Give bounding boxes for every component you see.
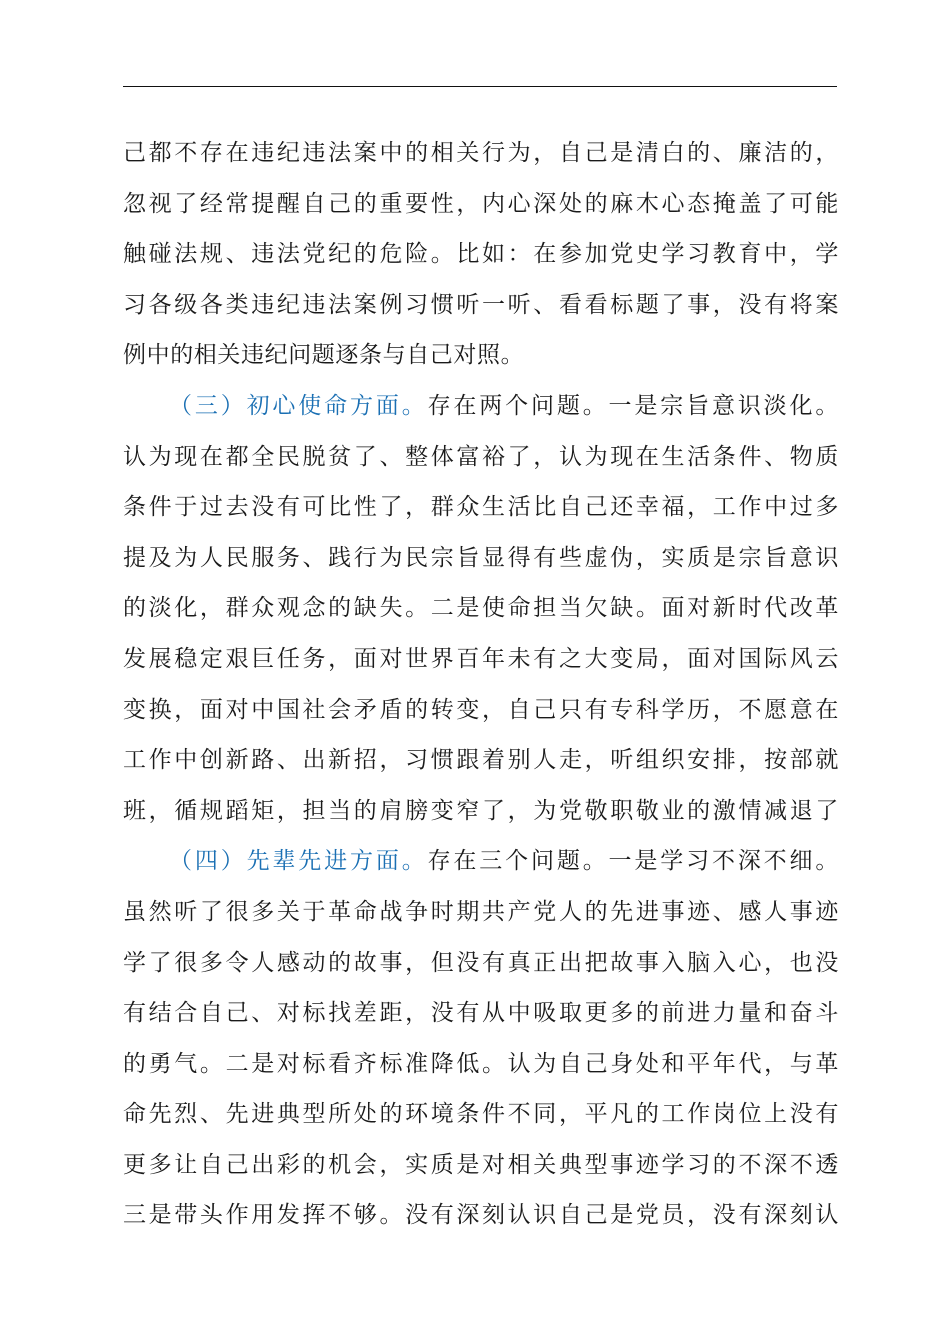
text-line: 触碰法规、违法党纪的危险。比如：在参加党史学习教育中，学 — [123, 241, 839, 268]
text-line: 班，循规蹈矩，担当的肩膀变窄了，为党敬职敬业的激情减退了 — [123, 797, 839, 824]
text-line: 命先烈、先进典型所处的环境条件不同，平凡的工作岗位上没有 — [123, 1101, 839, 1128]
text-line: 例中的相关违纪问题逐条与自己对照。 — [123, 342, 525, 369]
section-3-heading: （三）初心使命方面。 — [169, 392, 428, 419]
section-4-first-line-text: 存在三个问题。一是学习不深不细。 — [427, 848, 839, 875]
text-line: 学了很多令人感动的故事，但没有真正出把故事入脑入心，也没 — [123, 949, 839, 976]
text-line: 习各级各类违纪违法案例习惯听一听、看看标题了事，没有将案 — [123, 291, 839, 318]
text-line: 的勇气。二是对标看齐标准降低。认为自己身处和平年代，与革 — [123, 1050, 839, 1077]
section-3-first-line-text: 存在两个问题。一是宗旨意识淡化。 — [427, 392, 839, 419]
text-line: 虽然听了很多关于革命战争时期共产党人的先进事迹、感人事迹 — [123, 898, 839, 925]
section-4-heading: （四）先辈先进方面。 — [169, 848, 428, 875]
text-line: 的淡化，群众观念的缺失。二是使命担当欠缺。面对新时代改革 — [123, 595, 839, 622]
body-text — [123, 128, 839, 1241]
text-line: 三是带头作用发挥不够。没有深刻认识自己是党员，没有深刻认 — [123, 1202, 839, 1229]
text-line: 更多让自己出彩的机会，实质是对相关典型事迹学习的不深不透 — [123, 1151, 839, 1178]
header-rule — [123, 86, 837, 87]
text-line: 忽视了经常提醒自己的重要性，内心深处的麻木心态掩盖了可能 — [123, 190, 839, 217]
section-4-first-line — [123, 836, 839, 887]
section-3-first-line — [123, 381, 839, 432]
text-line: 认为现在都全民脱贫了、整体富裕了，认为现在生活条件、物质 — [123, 443, 839, 470]
text-line: 条件于过去没有可比性了，群众生活比自己还幸福，工作中过多 — [123, 494, 839, 521]
text-line: 有结合自己、对标找差距，没有从中吸取更多的前进力量和奋斗 — [123, 1000, 839, 1027]
text-line: 己都不存在违纪违法案中的相关行为，自己是清白的、廉洁的， — [123, 140, 839, 166]
text-line: 变换，面对中国社会矛盾的转变，自己只有专科学历，不愿意在 — [123, 696, 839, 723]
text-line: 工作中创新路、出新招，习惯跟着别人走，听组织安排，按部就 — [123, 747, 839, 774]
text-line: 发展稳定艰巨任务，面对世界百年未有之大变局，面对国际风云 — [123, 645, 839, 672]
text-line: 提及为人民服务、践行为民宗旨显得有些虚伪，实质是宗旨意识 — [123, 544, 839, 571]
